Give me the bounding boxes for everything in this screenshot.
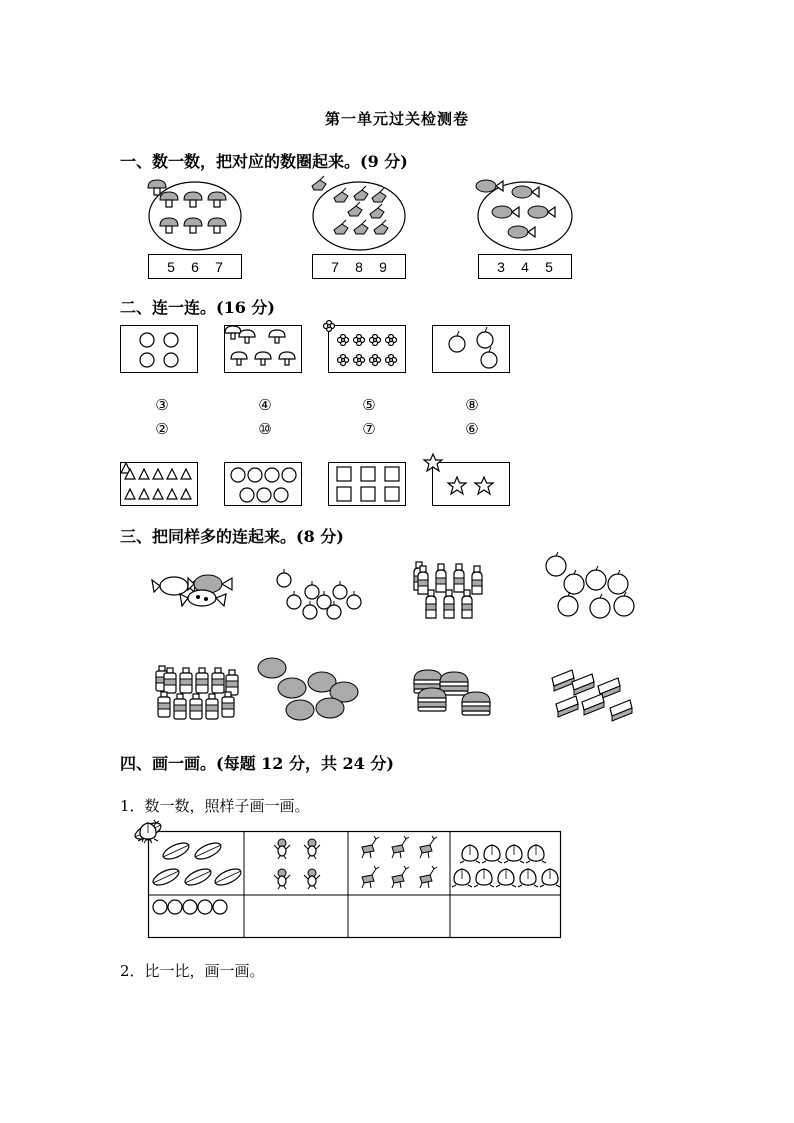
number-option[interactable]: 4 <box>521 258 529 275</box>
number-option[interactable]: 6 <box>191 258 199 275</box>
number-option[interactable]: 5 <box>545 258 553 275</box>
circle-number[interactable]: ③ <box>155 396 169 414</box>
number-option[interactable]: 7 <box>215 258 223 275</box>
section-3-heading: 三、把同样多的连起来。(8 分) <box>120 527 344 546</box>
number-box-1 <box>148 254 242 279</box>
number-option[interactable]: 9 <box>379 258 387 275</box>
number-option[interactable]: 8 <box>355 258 363 275</box>
apples-box[interactable] <box>432 325 510 373</box>
stars-box[interactable] <box>432 462 510 506</box>
circle-number[interactable]: ⑥ <box>465 420 479 438</box>
candy-icon[interactable] <box>152 570 240 610</box>
number-option[interactable]: 7 <box>331 258 339 275</box>
apple-icon <box>433 326 511 374</box>
triangles-box[interactable] <box>120 462 198 506</box>
circle-icon <box>225 463 303 507</box>
section-1-heading: 一、数一数，把对应的数圈起来。(9 分) <box>120 152 408 171</box>
question-2: 2．比一比，画一画。 <box>120 962 265 980</box>
soda-bottle-icon[interactable] <box>414 562 488 624</box>
number-option[interactable]: 5 <box>167 258 175 275</box>
circle-number[interactable]: ⑤ <box>362 396 376 414</box>
bread-icon[interactable] <box>272 668 360 724</box>
circle-number[interactable]: ⑩ <box>258 420 272 438</box>
question-1: 1．数一数，照样子画一画。 <box>120 797 310 815</box>
number-option[interactable]: 3 <box>497 258 505 275</box>
circles-box[interactable] <box>224 462 302 506</box>
bird-icon <box>312 176 326 190</box>
sample-circles <box>153 900 227 914</box>
orange-icon <box>121 326 199 374</box>
fish-ellipse <box>476 180 574 252</box>
section-2-heading: 二、连一连。(16 分) <box>120 298 275 317</box>
hamburger-icon[interactable] <box>414 670 498 724</box>
drawing-cell[interactable] <box>245 896 348 937</box>
mushrooms-box[interactable] <box>224 325 302 373</box>
drawing-cell[interactable] <box>451 896 560 937</box>
cake-icon[interactable] <box>552 670 638 724</box>
mushroom-ellipse <box>148 180 243 252</box>
drawing-grid <box>148 831 562 943</box>
water-bottle-icon[interactable] <box>156 666 242 722</box>
circle-number[interactable]: ⑧ <box>465 396 479 414</box>
flower-icon <box>329 326 407 374</box>
orange-icon[interactable] <box>284 580 366 622</box>
oranges-box[interactable] <box>120 325 198 373</box>
number-box-2 <box>312 254 406 279</box>
section-4-heading: 四、画一画。(每题 12 分，共 24 分) <box>120 754 394 773</box>
star-icon <box>433 463 511 507</box>
triangle-icon <box>121 463 199 507</box>
square-icon <box>329 463 407 507</box>
mushroom-icon <box>225 326 303 374</box>
circle-number[interactable]: ② <box>155 420 169 438</box>
drawing-cell[interactable] <box>349 896 450 937</box>
page-title: 第一单元过关检测卷 <box>324 110 469 128</box>
flowers-box[interactable] <box>328 325 406 373</box>
bird-ellipse <box>312 180 407 252</box>
squares-box[interactable] <box>328 462 406 506</box>
apple-icon[interactable] <box>556 566 638 624</box>
circle-number[interactable]: ④ <box>258 396 272 414</box>
number-box-3 <box>478 254 572 279</box>
circle-number[interactable]: ⑦ <box>362 420 376 438</box>
